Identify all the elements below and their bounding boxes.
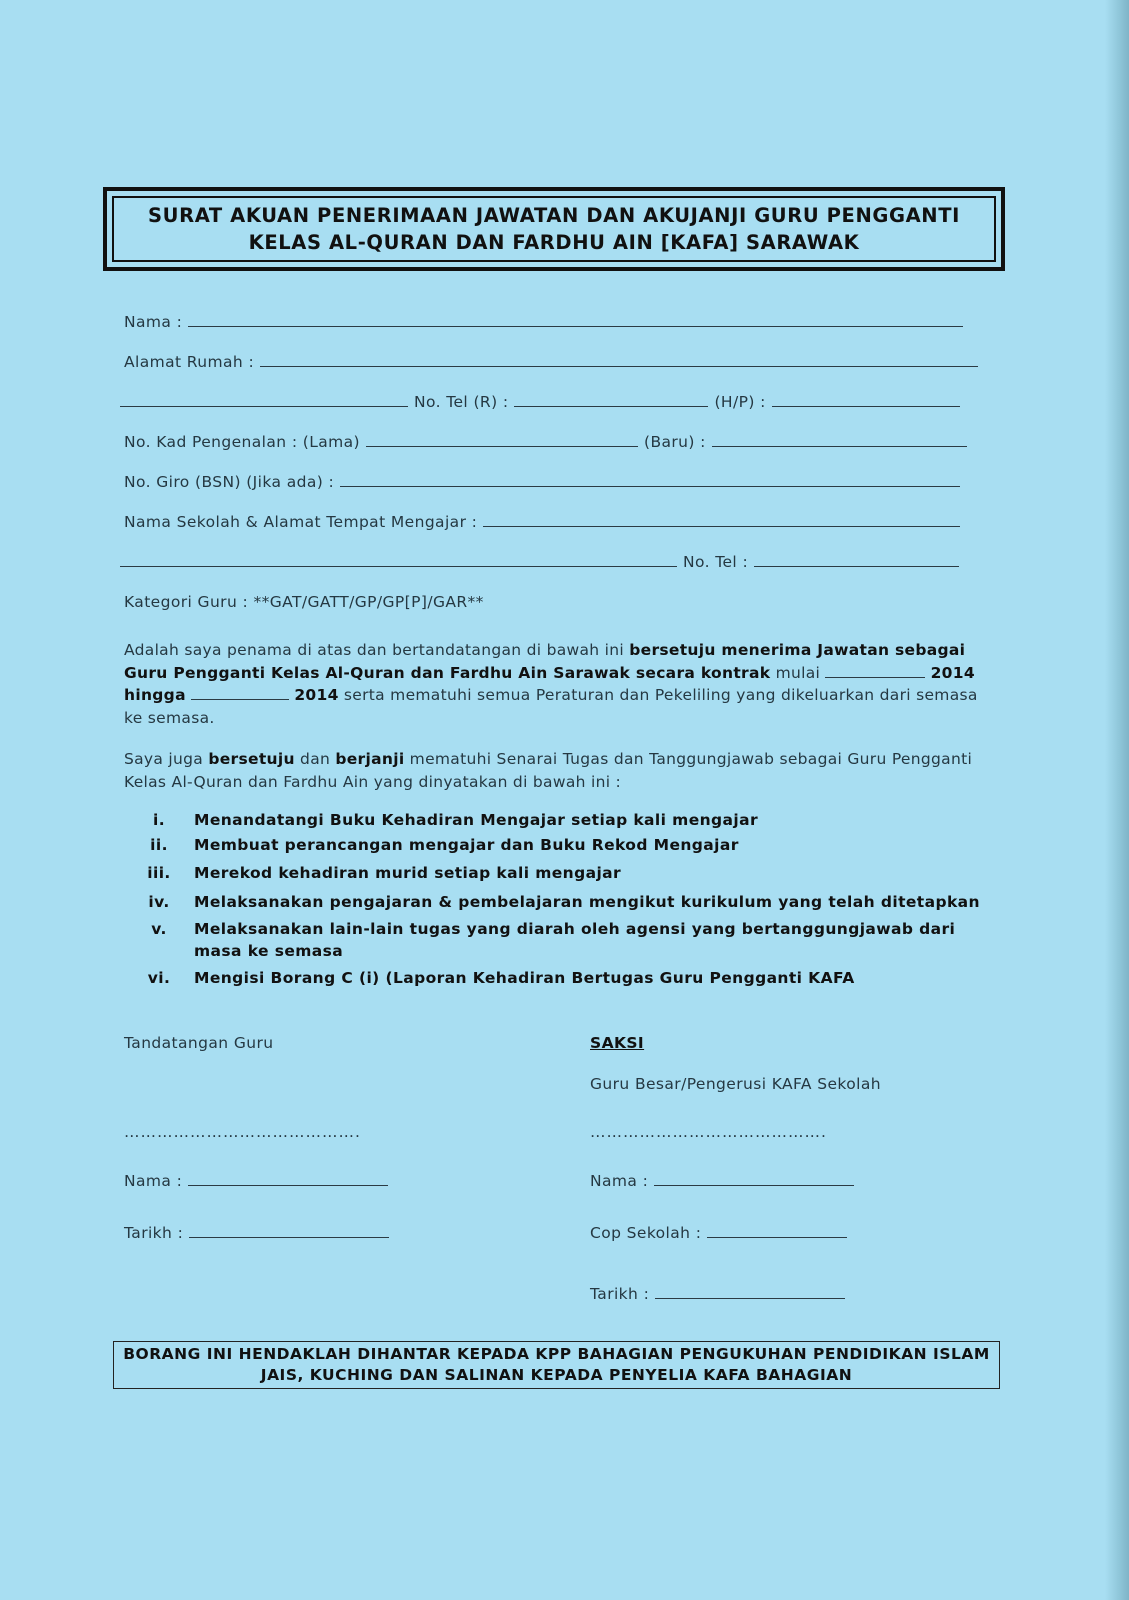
saksi-cop-line[interactable] <box>707 1236 847 1238</box>
paragraph-acceptance-text-1: Adalah saya penama di atas dan bertandatangan di bawah ini <box>124 641 630 659</box>
saksi-nama-line[interactable] <box>654 1184 854 1186</box>
duty-number: ii. <box>150 836 168 854</box>
teacher-nama-line[interactable] <box>188 1184 388 1186</box>
field-tel-r-label: No. Tel (R) : <box>414 393 509 411</box>
duty-text: Membuat perancangan mengajar dan Buku Rekod Mengajar <box>194 836 739 854</box>
field-tel-row <box>120 393 966 411</box>
field-alamat-line-2[interactable] <box>120 405 408 407</box>
duty-number: iv. <box>148 893 170 911</box>
field-kategori-row <box>124 593 484 611</box>
paragraph-acceptance <box>124 639 984 729</box>
field-no-tel-line[interactable] <box>754 565 959 567</box>
duty-item <box>124 918 994 962</box>
field-giro-row <box>124 473 966 491</box>
footer-instruction-line-2: JAIS, KUCHING DAN SALINAN KEPADA PENYELIA KAFA BAHAGIAN <box>260 1366 853 1384</box>
duty-number: v. <box>151 920 167 938</box>
field-nama-row <box>124 313 969 331</box>
saksi-signature-dots[interactable]: ……………………………………. <box>590 1123 827 1141</box>
field-alamat-row <box>124 353 984 371</box>
field-ic-lama-label: No. Kad Pengenalan : (Lama) <box>124 433 360 451</box>
duty-text: Menandatangi Buku Kehadiran Mengajar setiap kali mengajar <box>194 811 759 829</box>
end-date-blank[interactable] <box>191 685 289 700</box>
paragraph-agreement-bold-2: berjanji <box>335 750 405 768</box>
teacher-nama-row <box>124 1172 394 1190</box>
paragraph-acceptance-text-3: serta mematuhi semua Peraturan dan Pekeliling yang dikeluarkan dari semasa ke semasa. <box>124 686 978 727</box>
field-hp-label: (H/P) : <box>714 393 766 411</box>
field-tel-r-line[interactable] <box>514 405 708 407</box>
paragraph-agreement <box>124 748 984 793</box>
teacher-nama-label: Nama : <box>124 1172 183 1190</box>
field-giro-label: No. Giro (BSN) (Jika ada) : <box>124 473 335 491</box>
footer-instruction-line-1: BORANG INI HENDAKLAH DIHANTAR KEPADA KPP BAHAGIAN PENGUKUHAN PENDIDIKAN ISLAM <box>123 1345 990 1363</box>
duty-item <box>124 834 994 856</box>
form-title-box <box>103 187 1005 271</box>
saksi-role: Guru Besar/Pengerusi KAFA Sekolah <box>590 1075 881 1093</box>
field-nama-label: Nama : <box>124 313 183 331</box>
saksi-tarikh-row <box>590 1285 851 1303</box>
duty-number: i. <box>152 811 165 829</box>
start-date-blank[interactable] <box>825 663 925 678</box>
field-sekolah-tel-row <box>120 553 965 571</box>
field-sekolah-line[interactable] <box>483 525 960 527</box>
teacher-tarikh-row <box>124 1224 395 1242</box>
footer-instruction-box <box>113 1341 1000 1389</box>
saksi-nama-row <box>590 1172 860 1190</box>
paragraph-agreement-text-1: Saya juga <box>124 750 209 768</box>
field-kategori-label: Kategori Guru : **GAT/GATT/GP/GP[P]/GAR** <box>124 593 484 611</box>
teacher-signature-dots[interactable]: ……………………………………. <box>124 1123 361 1141</box>
saksi-nama-label: Nama : <box>590 1172 649 1190</box>
field-sekolah-line-2[interactable] <box>120 565 677 567</box>
field-ic-baru-line[interactable] <box>712 445 967 447</box>
duty-number: vi. <box>147 969 171 987</box>
field-no-tel-label: No. Tel : <box>683 553 749 571</box>
field-ic-row <box>124 433 973 451</box>
duty-number: iii. <box>147 864 171 882</box>
field-ic-baru-label: (Baru) : <box>644 433 706 451</box>
paragraph-agreement-text-3: mematuhi Senarai Tugas dan Tanggungjawab sebagai Guru Pengganti Kelas Al-Quran dan Fardhu Ain yang dinyatakan di bawah ini : <box>124 750 973 791</box>
saksi-cop-row <box>590 1224 853 1242</box>
duty-item <box>124 967 994 989</box>
saksi-tarikh-label: Tarikh : <box>590 1285 650 1303</box>
paragraph-acceptance-text-2: mulai <box>770 663 826 682</box>
teacher-tarikh-line[interactable] <box>189 1236 389 1238</box>
duty-text: Merekod kehadiran murid setiap kali mengajar <box>194 864 622 882</box>
form-title-line-2: KELAS AL-QURAN DAN FARDHU AIN [KAFA] SARAWAK <box>248 231 860 254</box>
paragraph-agreement-bold-1: bersetuju <box>208 750 295 768</box>
duty-text: Melaksanakan pengajaran & pembelajaran mengikut kurikulum yang telah ditetapkan <box>194 893 980 911</box>
form-title-line-1: SURAT AKUAN PENERIMAAN JAWATAN DAN AKUJANJI GURU PENGGANTI <box>148 204 960 227</box>
field-alamat-line[interactable] <box>260 365 978 367</box>
form-title-inner-border <box>112 196 996 262</box>
paragraph-agreement-text-2: dan <box>294 750 336 768</box>
duty-item <box>124 809 994 831</box>
field-hp-line[interactable] <box>772 405 960 407</box>
field-giro-line[interactable] <box>340 485 960 487</box>
field-sekolah-row <box>124 513 966 531</box>
duty-item <box>124 862 994 884</box>
saksi-cop-label: Cop Sekolah : <box>590 1224 702 1242</box>
teacher-signature-title: Tandatangan Guru <box>124 1034 274 1052</box>
duty-item <box>124 891 994 913</box>
saksi-heading: SAKSI <box>590 1034 645 1052</box>
field-alamat-label: Alamat Rumah : <box>124 353 255 371</box>
paragraph-acceptance-bold-2: 2014 hingga <box>124 663 975 704</box>
field-nama-line[interactable] <box>188 325 963 327</box>
duty-text: Mengisi Borang C (i) (Laporan Kehadiran Bertugas Guru Pengganti KAFA <box>194 969 855 987</box>
teacher-tarikh-label: Tarikh : <box>124 1224 184 1242</box>
saksi-tarikh-line[interactable] <box>655 1297 845 1299</box>
duty-text: Melaksanakan lain-lain tugas yang diarah oleh agensi yang bertanggungjawab dari masa ke semasa <box>194 920 956 960</box>
field-ic-lama-line[interactable] <box>366 445 638 447</box>
field-sekolah-label: Nama Sekolah & Alamat Tempat Mengajar : <box>124 513 478 531</box>
paper-edge-shadow <box>1105 0 1129 1600</box>
paragraph-acceptance-bold-3: 2014 <box>294 686 339 704</box>
paragraph-acceptance-bold-1: bersetuju menerima Jawatan sebagai Guru Pengganti Kelas Al-Quran dan Fardhu Ain Sarawak secara kontrak <box>124 641 966 682</box>
